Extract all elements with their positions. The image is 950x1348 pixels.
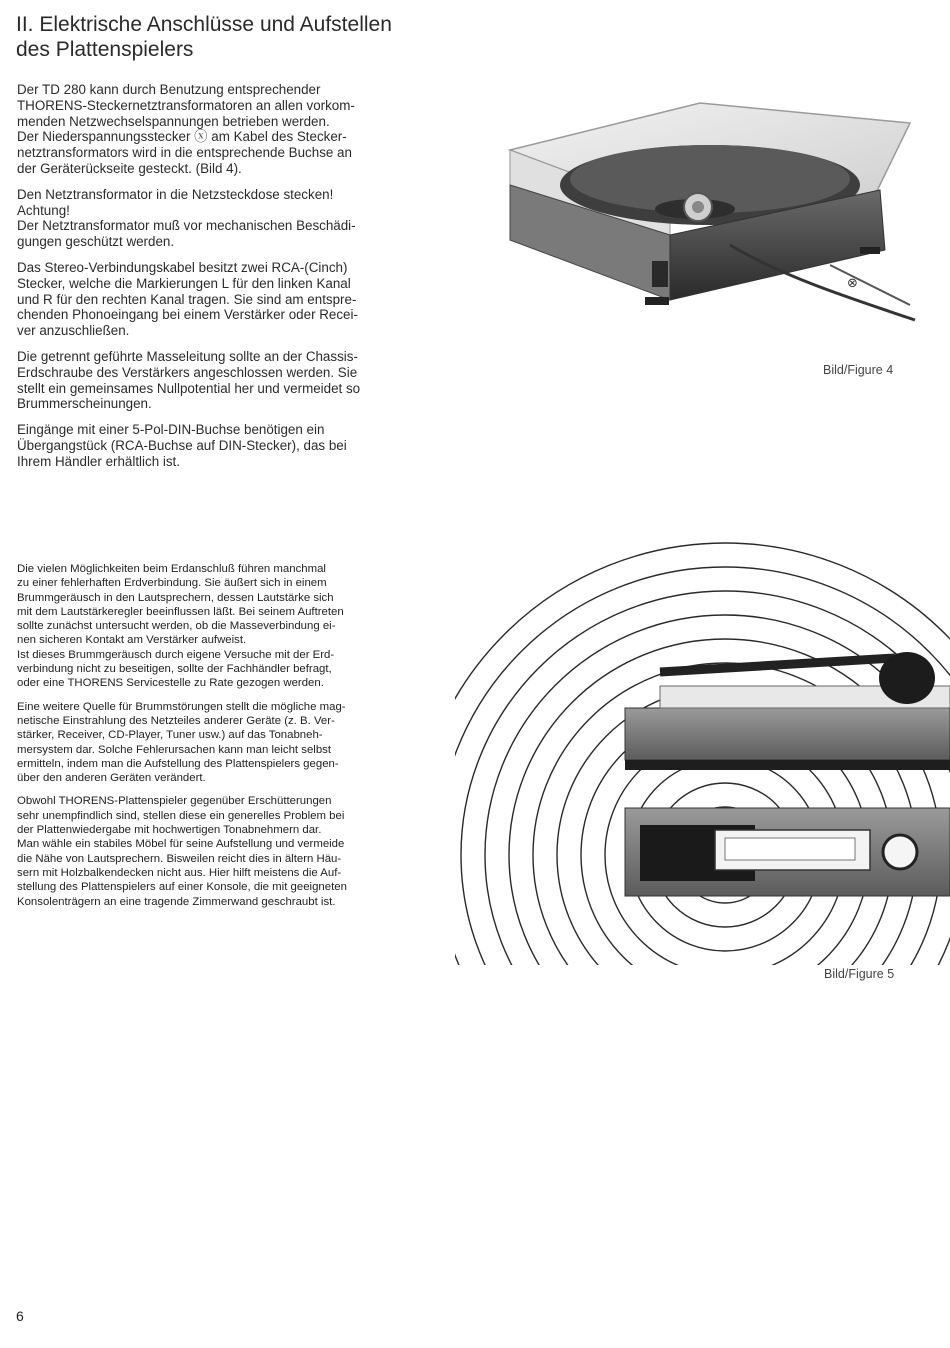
section-1-text [17, 82, 439, 480]
text-line: und R für den rechten Kanal tragen. Sie sind am entspre- [17, 291, 357, 307]
text-line: Eine weitere Quelle für Brummstörungen stellt die mögliche mag- [17, 700, 346, 713]
text-line: menden Netzwechselspannungen betrieben werden. [17, 113, 330, 129]
paragraph-magnetic-interference [17, 700, 439, 786]
text-line: mersystem dar. Solche Fehlerursachen kann man leicht selbst [17, 743, 332, 756]
text-line: nen sicheren Kontakt am Verstärker aufweist. [17, 634, 247, 647]
text-line: netztransformators wird in die entsprechende Buchse an [17, 145, 352, 161]
paragraph-din-inputs [17, 422, 439, 469]
text-line: gungen geschützt werden. [17, 234, 175, 250]
text-line: Man wähle ein stabiles Möbel für seine Aufstellung und vermeide [17, 838, 345, 851]
text-line: Erdschraube des Verstärkers angeschlossen werden. Sie [17, 364, 358, 380]
text-line: Das Stereo-Verbindungskabel besitzt zwei RCA-(Cinch) [17, 259, 348, 275]
text-line: Ist dieses Brummgeräusch durch eigene Versuche mit der Erd- [17, 648, 335, 661]
text-line: Obwohl THORENS-Plattenspieler gegenüber Erschütterungen [17, 795, 332, 808]
text-line: Ihrem Händler erhältlich ist. [17, 453, 180, 469]
page-number: 6 [16, 1308, 24, 1324]
text-line: stärker, Receiver, CD-Player, Tuner usw.) auf das Tonabneh- [17, 729, 323, 742]
text-line: sehr unempfindlich sind, stellen diese ein generelles Problem bei [17, 809, 345, 822]
text-line: ver anzuschließen. [17, 323, 130, 339]
text-line: Eingänge mit einer 5-Pol-DIN-Buchse benötigen ein [17, 422, 325, 438]
text-line: verbindung nicht zu beseitigen, sollte der Fachhändler befragt, [17, 663, 332, 676]
paragraph-stereo-cable [17, 260, 439, 339]
text-line: über den anderen Geräten verändert. [17, 772, 206, 785]
figure-4-turntable-illustration [480, 75, 920, 335]
text-line: zu einer fehlerhaften Erdverbindung. Sie äußert sich in einem [17, 577, 327, 590]
text-line: netische Einstrahlung des Netzteiles anderer Geräte (z. B. Ver- [17, 714, 335, 727]
text-line: der Geräterückseite gesteckt. (Bild 4). [17, 160, 242, 176]
paragraph-plug-in [17, 187, 439, 250]
text-line: stellt ein gemeinsames Nullpotential her und vermeidet so [17, 380, 361, 396]
text-line: Achtung! [17, 202, 70, 218]
text-line: THORENS-Steckernetztransformatoren an allen vorkom- [17, 97, 355, 113]
paragraph-ground-wire [17, 349, 439, 412]
text-line: die Nähe von Lautsprechern. Bisweilen reicht dies in ältern Häu- [17, 852, 342, 865]
section-2-text [17, 562, 439, 918]
figure-5-caption: Bild/Figure 5 [824, 967, 895, 981]
text-line: Brummgeräusch in den Lautsprechern, dessen Lautstärke sich [17, 591, 334, 604]
text-line: Brummerscheinungen. [17, 396, 152, 412]
text-line: sollte zunächst untersucht werden, ob die Masseverbindung ei- [17, 620, 336, 633]
text-line: Konsolenträgern an eine tragende Zimmerwand geschraubt ist. [17, 895, 336, 908]
text-line: Der Netztransformator muß vor mechanischen Beschädi- [17, 218, 356, 234]
text-line: Der TD 280 kann durch Benutzung entsprechender [17, 82, 321, 97]
heading-line-2: des Plattenspielers [16, 38, 194, 61]
text-line: mit dem Lautstärkeregler beeinflussen läßt. Bei seinem Auftreten [17, 605, 344, 618]
text-line: ermitteln, indem man die Aufstellung des Plattenspielers gegen- [17, 757, 339, 770]
text-line: Stecker, welche die Markierungen L für den linken Kanal [17, 275, 351, 291]
text-line: Die vielen Möglichkeiten beim Erdanschluß führen manchmal [17, 563, 326, 575]
text-line: stellung des Plattenspielers auf einer Konsole, die mit geeigneten [17, 881, 347, 894]
text-line: der Plattenwiedergabe mit hochwertigen Tonabnehmern dar. [17, 824, 322, 837]
section-heading [16, 12, 456, 62]
text-line: oder eine THORENS Servicestelle zu Rate gezogen werden. [17, 677, 324, 690]
text-line: chenden Phonoeingang bei einem Verstärker oder Recei- [17, 307, 358, 323]
paragraph-vibration [17, 794, 439, 908]
text-line: sern mit Holzbalkendecken nicht aus. Hier hilft meistens die Auf- [17, 866, 342, 879]
text-line: Den Netztransformator in die Netzsteckdose stecken! [17, 186, 334, 202]
interference-ring [461, 591, 950, 965]
text-line: Übergangstück (RCA-Buchse auf DIN-Stecker), das bei [17, 437, 347, 453]
paragraph-grounding-hum [17, 562, 439, 691]
text-line: Die getrennt geführte Masseleitung sollte an der Chassis- [17, 348, 358, 364]
text-line: Der Niederspannungsstecker ⓧ am Kabel des Stecker- [17, 129, 347, 145]
paragraph-power-supply [17, 82, 439, 177]
figure-4-plug-marker: ⊗ [847, 276, 858, 291]
heading-line-1: II. Elektrische Anschlüsse und Aufstellen [16, 13, 392, 36]
figure-4-caption: Bild/Figure 4 [823, 363, 894, 377]
figure-5-interference-illustration [455, 500, 950, 965]
